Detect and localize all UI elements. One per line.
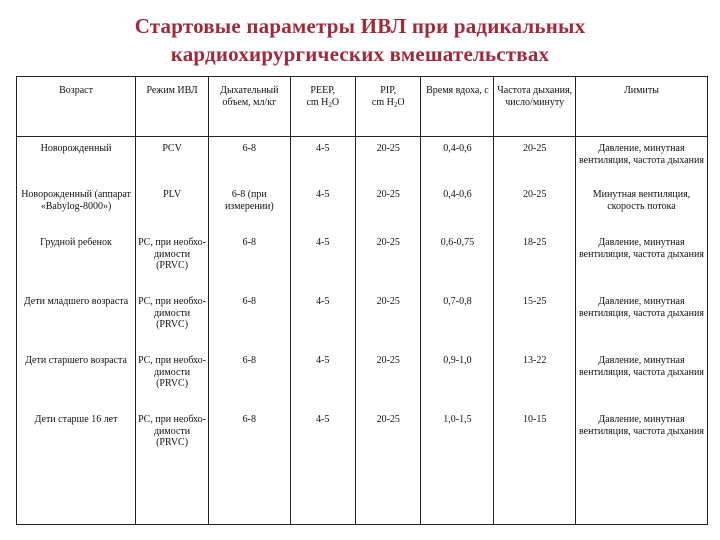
cell-mode: PLV: [136, 187, 209, 235]
header-limits: Лимиты: [575, 77, 707, 137]
cell-age: Дети старшего возраста: [17, 353, 136, 412]
slide-title: [0, 12, 720, 68]
table-row: [17, 235, 708, 294]
title-line-2: кардиохирургических вмешательствах: [170, 42, 550, 66]
cell-volume: 6-8: [209, 412, 291, 525]
cell-volume: 6-8: [209, 235, 291, 294]
header-mode: Режим ИВЛ: [136, 77, 209, 137]
header-pip-unit-end: O: [397, 96, 405, 108]
cell-inspiration: 1,0-1,5: [421, 412, 494, 525]
cell-inspiration: 0,4-0,6: [421, 187, 494, 235]
cell-age: Дети младшего возраста: [17, 294, 136, 353]
header-inspiration-time: Время вдоха, с: [421, 77, 494, 137]
cell-limits: Минутная вентиляция, скорость потока: [575, 187, 707, 235]
cell-volume: 6-8: [209, 353, 291, 412]
cell-pip: 20-25: [356, 294, 421, 353]
cell-rate: 10-15: [494, 412, 576, 525]
cell-peep: 4-5: [290, 187, 355, 235]
cell-inspiration: 0,6-0,75: [421, 235, 494, 294]
cell-volume: 6-8: [209, 137, 291, 188]
header-pip-label: PIP,: [380, 85, 397, 96]
cell-mode: PCV: [136, 137, 209, 188]
cell-age: Новорожденный (аппарат «Babylog-8000»): [17, 187, 136, 235]
header-volume: Дыхательный объем, мл/кг: [209, 77, 291, 137]
header-peep: [290, 77, 355, 137]
cell-age: Новорожденный: [17, 137, 136, 188]
cell-peep: 4-5: [290, 412, 355, 525]
header-pip: [356, 77, 421, 137]
cell-volume: 6-8 (при измерении): [209, 187, 291, 235]
cell-mode: PC, при необхо- димости (PRVC): [136, 412, 209, 525]
cell-peep: 4-5: [290, 294, 355, 353]
cell-peep: 4-5: [290, 353, 355, 412]
header-peep-label: PEEP,: [310, 85, 336, 96]
cell-volume: 6-8: [209, 294, 291, 353]
header-pip-unit: cm H: [371, 96, 394, 108]
cell-inspiration: 0,7-0,8: [421, 294, 494, 353]
header-pip-sub: 2: [393, 100, 398, 109]
cell-inspiration: 0,4-0,6: [421, 137, 494, 188]
table-row: [17, 353, 708, 412]
header-breathing-rate: Частота дыхания, число/минуту: [494, 77, 576, 137]
cell-pip: 20-25: [356, 235, 421, 294]
cell-rate: 20-25: [494, 187, 576, 235]
table-row: [17, 412, 708, 525]
cell-limits: Давление, минутная вентиляция, частота дыхания: [575, 294, 707, 353]
cell-rate: 15-25: [494, 294, 576, 353]
cell-pip: 20-25: [356, 187, 421, 235]
cell-limits: Давление, минутная вентиляция, частота дыхания: [575, 412, 707, 525]
header-peep-sub: 2: [328, 100, 332, 109]
cell-age: Грудной ребенок: [17, 235, 136, 294]
cell-peep: 4-5: [290, 235, 355, 294]
cell-peep: 4-5: [290, 137, 355, 188]
ventilation-parameters-table: [16, 76, 708, 525]
cell-rate: 18-25: [494, 235, 576, 294]
cell-limits: Давление, минутная вентиляция, частота дыхания: [575, 137, 707, 188]
cell-limits: Давление, минутная вентиляция, частота дыхания: [575, 353, 707, 412]
header-peep-unit: cm H: [306, 96, 329, 108]
cell-pip: 20-25: [356, 137, 421, 188]
table-header-row: [17, 77, 708, 137]
cell-mode: PC, при необхо- димости (PRVC): [136, 353, 209, 412]
cell-inspiration: 0,9-1,0: [421, 353, 494, 412]
cell-mode: PC, при необхо- димости (PRVC): [136, 235, 209, 294]
cell-rate: 20-25: [494, 137, 576, 188]
cell-pip: 20-25: [356, 412, 421, 525]
cell-pip: 20-25: [356, 353, 421, 412]
header-age: Возраст: [17, 77, 136, 137]
cell-age: Дети старше 16 лет: [17, 412, 136, 525]
table-row: [17, 187, 708, 235]
title-line-1: Стартовые параметры ИВЛ при радикальных: [134, 14, 586, 38]
cell-mode: PC, при необхо- димости (PRVC): [136, 294, 209, 353]
header-peep-unit-end: O: [331, 96, 340, 108]
cell-rate: 13-22: [494, 353, 576, 412]
table-row: [17, 294, 708, 353]
table-row: [17, 137, 708, 188]
cell-limits: Давление, минутная вентиляция, частота дыхания: [575, 235, 707, 294]
